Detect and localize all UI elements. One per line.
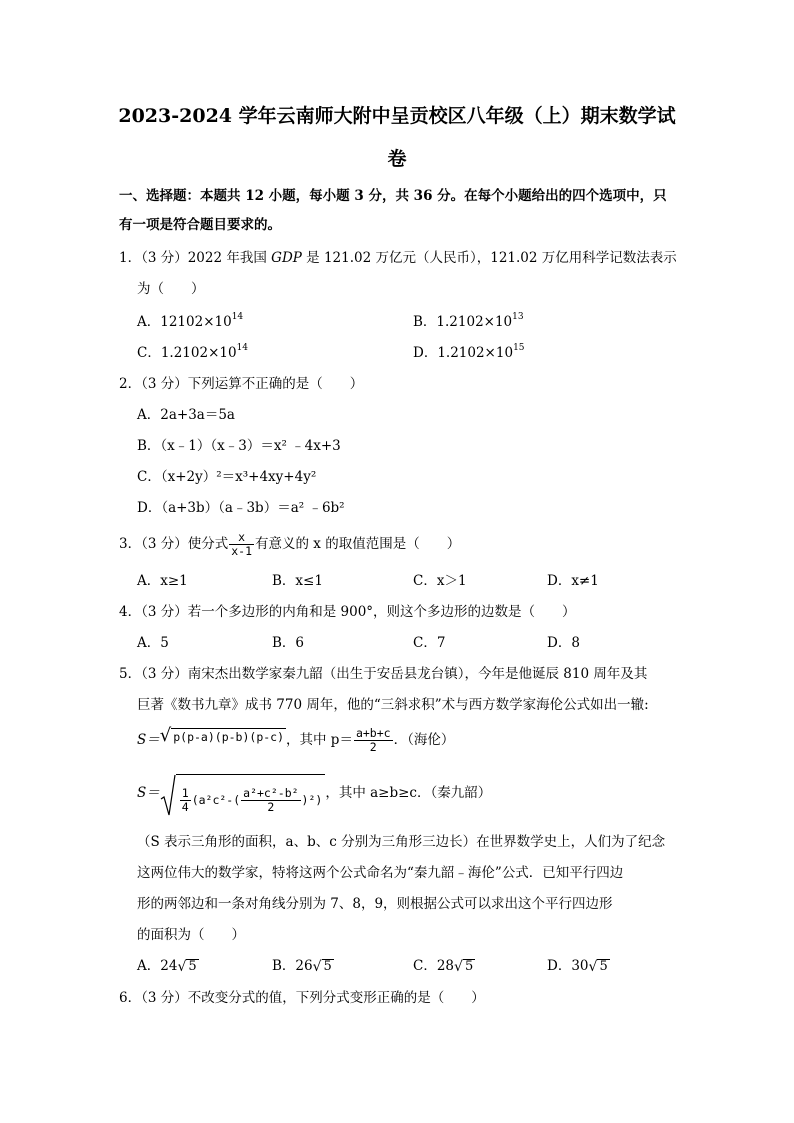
- question-6-stem: 6．（3 分）不改变分式的值，下列分式变形正确的是（ ）: [119, 990, 485, 1006]
- question-3-option-a: A．x≥1: [137, 573, 188, 589]
- section-heading: 一、选择题：本题共 12 小题，每小题 3 分，共 36 分。在每个小题给出的四个选项中，只: [119, 188, 667, 204]
- question-2-stem: 2．（3 分）下列运算不正确的是（ ）: [119, 376, 364, 392]
- fraction-x-over-x-minus-1: $\frac{x}{x-1}$: [231, 530, 253, 558]
- question-2-option-c: C．（x+2y）²＝x³+4xy+4y²: [137, 469, 317, 485]
- question-5-stem: 5．（3 分）南宋杰出数学家秦九韶（出生于安岳县龙台镇），今年是他诞辰 810 周年及其: [119, 666, 648, 682]
- question-1-option-b: B．$1.2102\times 10^{13}$: [413, 312, 524, 330]
- question-3-option-b: B．x≤1: [272, 573, 323, 589]
- question-2-option-b: B．（x﹣1）（x﹣3）＝x² ﹣4x+3: [137, 438, 341, 454]
- question-1-option-a: A．$12102\times 10^{14}$: [137, 312, 244, 330]
- question-1-option-c: C．$1.2102\times 10^{14}$: [137, 343, 249, 361]
- question-5-option-b: B．26√ 5: [272, 958, 332, 975]
- question-3-option-c: C．x＞1: [413, 573, 467, 589]
- question-4-option-c: C．7: [413, 635, 446, 651]
- sqrt-symbol-large: $\frac{1}{4}$ (a²c²-( $\frac{\text{a²+c²-b²}}{2}$ )²): [160, 771, 326, 817]
- question-2-option-a: A．2a+3a＝5a: [137, 407, 235, 423]
- question-5-option-c: C．28√ 5: [413, 958, 474, 975]
- qin-jiushao-formula: S＝ $\frac{1}{4}$ (a²c²-( $\frac{\text{a²+c²-b²}}{2}$ )²) ，其中 a≥b≥c．（秦九韶）: [137, 770, 491, 817]
- heron-formula: S＝√ p(p-a)(p-b)(p-c) ，其中 p＝ $\frac{a+b+c}{2}$ ．（海伦）: [137, 724, 455, 754]
- question-3-option-d: D．x≠1: [547, 573, 599, 589]
- question-4-option-d: D．8: [547, 635, 580, 651]
- question-5-option-a: A．24√ 5: [137, 958, 197, 975]
- question-5-stem-line6: 的面积为（ ）: [137, 927, 245, 943]
- question-4-option-a: A．5: [137, 635, 169, 651]
- question-1-option-d: D．$1.2102\times 10^{15}$: [413, 343, 525, 361]
- question-5-stem-line4: 这两位伟大的数学家，特将这两个公式命名为“秦九韶﹣海伦”公式．已知平行四边: [137, 865, 624, 881]
- question-5-option-d: D．30√ 5: [547, 958, 608, 975]
- question-5-stem-line3: （S 表示三角形的面积，a、b、c 分别为三角形三边长）在世界数学史上，人们为了纪念: [137, 834, 666, 850]
- question-3-stem: 3．（3 分）使分式 $\frac{x}{x-1}$ 有意义的 x 的取值范围是（ ）: [119, 530, 461, 558]
- page-title-cont: 卷: [387, 148, 407, 170]
- question-4-stem: 4．（3 分）若一个多边形的内角和是 900°，则这个多边形的边数是（ ）: [119, 604, 576, 620]
- question-5-stem-line5: 形的两邻边和一条对角线分别为 7、8，9，则根据公式可以求出这个平行四边形: [137, 896, 613, 912]
- page-title: 2023-2024 学年云南师大附中呈贡校区八年级（上）期末数学试: [118, 105, 676, 127]
- section-heading-cont: 有一项是符合题目要求的。: [119, 217, 281, 233]
- question-5-stem-line2: 巨著《数书九章》成书 770 周年，他的“三斜求积”术与西方数学家海伦公式如出一辙:: [137, 697, 649, 713]
- question-1-stem-cont: 为（ ）: [137, 281, 205, 297]
- question-4-option-b: B．6: [272, 635, 305, 651]
- question-1-stem: 1．（3 分）2022 年我国 GDP 是 121.02 万亿元（人民币），121.02 万亿用科学记数法表示: [119, 250, 677, 266]
- sqrt-symbol: √ p(p-a)(p-b)(p-c): [159, 724, 285, 746]
- question-2-option-d: D．（a+3b）（a﹣3b）＝a² ﹣6b²: [137, 500, 345, 516]
